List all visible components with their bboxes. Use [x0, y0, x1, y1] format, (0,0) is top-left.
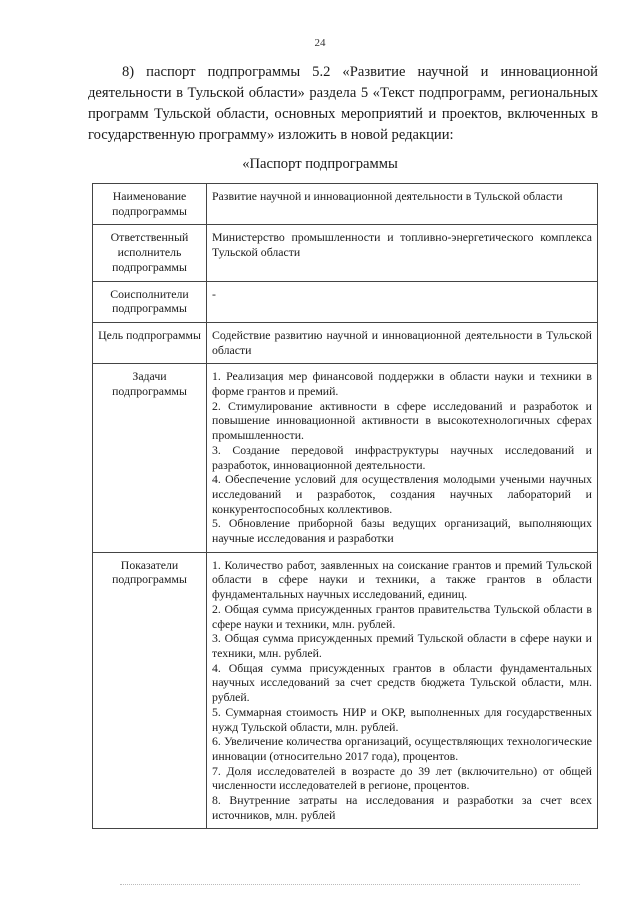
value-item: 2. Общая сумма присужденных грантов правительства Тульской области в сфере науки и техники, млн. рублей.	[212, 601, 592, 631]
value-item: 5. Суммарная стоимость НИР и ОКР, выполненных для государственных нужд Тульской области, млн. рублей.	[212, 704, 592, 734]
intro-paragraph: 8) паспорт подпрограммы 5.2 «Развитие научной и инновационной деятельности в Тульской области» раздела 5 «Текст подпрограмм, региональных программ Тульской области, основных мероприятий и проектов, включенных в государственную программу» изложить в новой редакции:	[88, 64, 598, 143]
table-row	[93, 322, 598, 363]
passport-title: «Паспорт подпрограммы	[242, 156, 398, 172]
value-item: 7. Доля исследователей в возрасте до 39 лет (включительно) от общей численности исследователей в регионе, процентов.	[212, 763, 592, 793]
value-item: Развитие научной и инновационной деятельности в Тульской области	[212, 189, 563, 203]
table-row	[93, 225, 598, 281]
row-label: Соисполнители подпрограммы	[93, 281, 207, 322]
value-item: Содействие развитию научной и инновационной деятельности в Тульской области	[212, 327, 592, 357]
row-value	[207, 225, 598, 281]
row-label: Цель подпрограммы	[93, 322, 207, 363]
row-value	[207, 552, 598, 829]
value-item: 8. Внутренние затраты на исследования и разработки за счет всех источников, млн. рублей	[212, 793, 592, 822]
value-item: 4. Обеспечение условий для осуществления молодыми учеными научных исследований и разработок, создания научных лабораторий и конкурентоспособных коллективов.	[212, 472, 592, 516]
table-row	[93, 281, 598, 322]
value-item: 1. Количество работ, заявленных на соискание грантов и премий Тульской области в сфере науки и техники, а также грантов в области фундаментальных научных исследований, единиц.	[212, 557, 592, 602]
passport-table	[92, 183, 598, 829]
value-item: 3. Создание передовой инфраструктуры научных исследований и разработок, инновационной деятельности.	[212, 442, 592, 472]
value-item: 6. Увеличение количества организаций, осуществляющих технологические инновации (относительно 2017 года), процентов.	[212, 734, 592, 763]
row-label: Показатели подпрограммы	[93, 552, 207, 829]
table-row	[93, 364, 598, 552]
value-item: Министерство промышленности и топливно-энергетического комплекса Тульской области	[212, 230, 592, 260]
row-value	[207, 364, 598, 552]
table-row	[93, 184, 598, 225]
row-value	[207, 322, 598, 363]
value-item: 1. Реализация мер финансовой поддержки в области науки и техники в форме грантов и премий.	[212, 369, 592, 399]
value-item: 4. Общая сумма присужденных грантов в области фундаментальных научных исследований за счет средств бюджета Тульской области, млн. рублей.	[212, 660, 592, 705]
value-item: 2. Стимулирование активности в сфере исследований и разработок и повышение инновационной активности в высокотехнологичных сферах промышленности.	[212, 398, 592, 443]
value-item: 3. Общая сумма присужденных премий Тульской области в сфере науки и техники, млн. рублей.	[212, 631, 592, 660]
value-item: 5. Обновление приборной базы ведущих организаций, выполняющих научные исследования и разработки	[212, 516, 592, 546]
row-label: Задачи подпрограммы	[93, 364, 207, 552]
page-number: 24	[314, 37, 326, 49]
row-value	[207, 184, 598, 225]
row-label: Ответственный исполнитель подпрограммы	[93, 225, 207, 281]
scan-artifact-line	[120, 884, 580, 887]
row-value	[207, 281, 598, 322]
value-item: -	[212, 286, 216, 301]
table-row	[93, 552, 598, 829]
row-label: Наименование подпрограммы	[93, 184, 207, 225]
